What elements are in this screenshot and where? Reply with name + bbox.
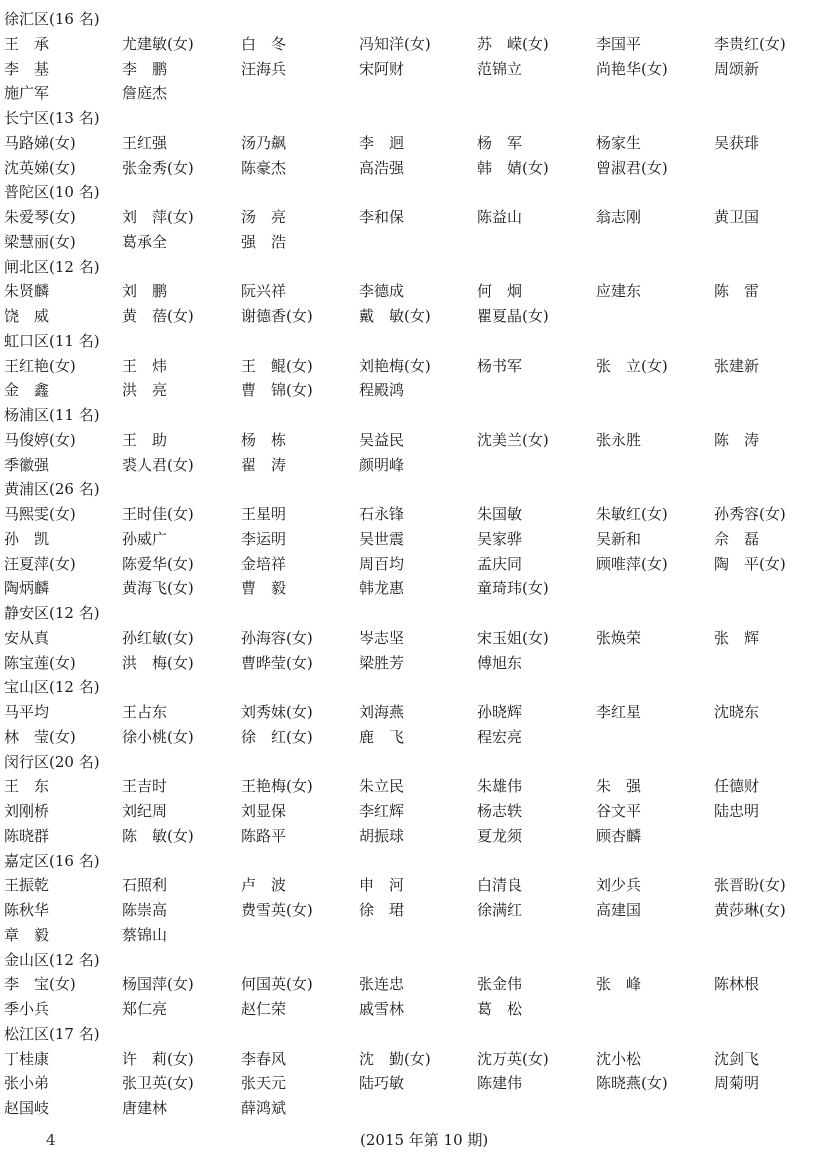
person-name: 朱立民 — [359, 777, 405, 796]
person-name: 尤建敏(女) — [122, 34, 194, 53]
person-name: 金 鑫 — [4, 381, 50, 400]
name-row — [0, 700, 827, 724]
person-name: 顾杏麟 — [596, 826, 642, 845]
person-name: 韩龙惠 — [359, 579, 405, 598]
person-name: 刘 鹏 — [122, 282, 168, 301]
issue-label: (2015 年第 10 期) — [360, 1131, 489, 1149]
name-row — [0, 428, 827, 452]
name-row — [0, 502, 827, 526]
person-name: 李 迥 — [359, 133, 405, 152]
person-name: 马俊婷(女) — [4, 430, 76, 449]
person-name: 陈宝莲(女) — [4, 653, 76, 672]
person-name: 周颂新 — [714, 59, 760, 78]
name-row — [0, 1047, 827, 1071]
person-name: 蔡锦山 — [122, 925, 168, 944]
person-name: 洪 梅(女) — [122, 653, 194, 672]
person-name: 刘秀妹(女) — [241, 703, 313, 721]
name-row — [0, 1096, 827, 1120]
person-name: 陈崇高 — [122, 901, 168, 919]
person-name: 冯知洋(女) — [359, 34, 431, 53]
person-name: 沈 勤(女) — [359, 1049, 431, 1068]
person-name: 曾淑君(女) — [596, 158, 668, 177]
person-name: 薛鸿斌 — [241, 1099, 287, 1117]
person-name: 李运明 — [241, 529, 287, 548]
person-name: 沈英娣(女) — [4, 158, 76, 177]
district-heading: 长宁区(13 名) — [4, 109, 100, 127]
person-name: 张卫英(女) — [122, 1074, 194, 1093]
person-name: 申 河 — [359, 876, 405, 895]
name-row — [0, 354, 827, 378]
person-name: 张晋盼(女) — [714, 876, 786, 895]
person-name: 陈益山 — [477, 208, 523, 226]
person-name: 黄莎琳(女) — [714, 901, 786, 919]
person-name: 李 基 — [4, 59, 50, 78]
person-name: 戚雪林 — [359, 1000, 405, 1018]
person-name: 唐建林 — [122, 1099, 168, 1117]
person-name: 黄 蓓(女) — [122, 307, 194, 325]
person-name: 马平均 — [4, 703, 50, 721]
person-name: 王振乾 — [4, 876, 50, 895]
person-name: 詹庭杰 — [122, 84, 168, 103]
person-name: 朱 强 — [596, 777, 642, 796]
person-name: 范锦立 — [477, 59, 523, 78]
name-row — [0, 651, 827, 675]
person-name: 翟 涛 — [241, 455, 287, 474]
person-name: 李红星 — [596, 703, 642, 721]
person-name: 沈小松 — [596, 1049, 642, 1068]
district-heading: 宝山区(12 名) — [4, 678, 100, 697]
person-name: 孙秀容(女) — [714, 505, 786, 523]
name-row — [0, 997, 827, 1021]
person-name: 陶 平(女) — [714, 554, 786, 573]
person-name: 陈豪杰 — [241, 158, 287, 177]
name-row — [0, 205, 827, 229]
name-row — [0, 824, 827, 848]
person-name: 汤 亮 — [241, 208, 287, 226]
person-name: 曹 锦(女) — [241, 381, 313, 400]
person-name: 鹿 飞 — [359, 727, 405, 746]
name-row — [0, 230, 827, 254]
person-name: 陆忠明 — [714, 802, 760, 820]
person-name: 白清良 — [477, 876, 523, 895]
person-name: 吴新和 — [596, 529, 642, 548]
person-name: 陈 雷 — [714, 282, 760, 301]
person-name: 张建新 — [714, 356, 760, 375]
person-name: 朱爱琴(女) — [4, 208, 76, 226]
name-row — [0, 156, 827, 180]
person-name: 谢德香(女) — [241, 307, 313, 325]
person-name: 葛 松 — [477, 1000, 523, 1018]
person-name: 王星明 — [241, 505, 287, 523]
person-name: 傅旭东 — [477, 653, 523, 672]
person-name: 朱敏红(女) — [596, 505, 668, 523]
person-name: 费雪英(女) — [241, 901, 313, 919]
person-name: 陈 敏(女) — [122, 826, 194, 845]
person-name: 阮兴祥 — [241, 282, 287, 301]
person-name: 林 莹(女) — [4, 727, 76, 746]
person-name: 沈剑飞 — [714, 1049, 760, 1068]
person-name: 丁桂康 — [4, 1049, 50, 1068]
person-name: 张焕荣 — [596, 628, 642, 647]
name-row — [0, 1071, 827, 1095]
name-row — [0, 873, 827, 897]
person-name: 韩 婧(女) — [477, 158, 549, 177]
person-name: 马熙雯(女) — [4, 505, 76, 523]
person-name: 朱贤麟 — [4, 282, 50, 301]
person-name: 徐小桃(女) — [122, 727, 194, 746]
name-row — [0, 972, 827, 996]
page-footer — [0, 1128, 827, 1152]
person-name: 吴获琲 — [714, 133, 760, 152]
person-name: 何 炯 — [477, 282, 523, 301]
person-name: 张小弟 — [4, 1074, 50, 1093]
person-name: 张永胜 — [596, 430, 642, 449]
person-name: 程殿鸿 — [359, 381, 405, 400]
person-name: 宋阿财 — [359, 59, 405, 78]
person-name: 张 峰 — [596, 975, 642, 994]
district-heading: 普陀区(10 名) — [4, 183, 100, 202]
name-row — [0, 552, 827, 576]
person-name: 陈建伟 — [477, 1074, 523, 1093]
person-name: 孙晓辉 — [477, 703, 523, 721]
person-name: 王 承 — [4, 34, 50, 53]
person-name: 王艳梅(女) — [241, 777, 313, 796]
district-heading: 闵行区(20 名) — [4, 752, 100, 771]
district-heading: 虹口区(11 名) — [4, 331, 100, 350]
person-name: 李国平 — [596, 34, 642, 53]
person-name: 张 辉 — [714, 628, 760, 647]
name-row — [0, 799, 827, 823]
name-row — [0, 774, 827, 798]
person-name: 裘人君(女) — [122, 455, 194, 474]
person-name: 汪夏萍(女) — [4, 554, 76, 573]
person-name: 王占东 — [122, 703, 168, 721]
person-name: 吴世震 — [359, 529, 405, 548]
person-name: 岑志坚 — [359, 628, 405, 647]
name-row — [0, 81, 827, 105]
person-name: 朱国敏 — [477, 505, 523, 523]
person-name: 杨 军 — [477, 133, 523, 152]
person-name: 赵国岐 — [4, 1099, 50, 1117]
person-name: 曹晔莹(女) — [241, 653, 313, 672]
person-name: 刘 萍(女) — [122, 208, 194, 226]
person-name: 许 莉(女) — [122, 1049, 194, 1068]
name-row — [0, 898, 827, 922]
person-name: 刘刚桥 — [4, 802, 50, 820]
person-name: 夏龙须 — [477, 826, 523, 845]
person-name: 陈晓燕(女) — [596, 1074, 668, 1093]
person-name: 宋玉姐(女) — [477, 628, 549, 647]
person-name: 李和保 — [359, 208, 405, 226]
person-name: 刘纪周 — [122, 802, 168, 820]
person-name: 朱雄伟 — [477, 777, 523, 796]
person-name: 赵仁荣 — [241, 1000, 287, 1018]
name-row — [0, 725, 827, 749]
person-name: 梁胜芳 — [359, 653, 405, 672]
person-name: 翁志刚 — [596, 208, 642, 226]
person-name: 金培祥 — [241, 554, 287, 573]
person-name: 王 东 — [4, 777, 50, 796]
person-name: 李 鹏 — [122, 59, 168, 78]
district-heading: 静安区(12 名) — [4, 604, 100, 622]
person-name: 李贵红(女) — [714, 34, 786, 53]
person-name: 李德成 — [359, 282, 405, 301]
name-row — [0, 304, 827, 328]
person-name: 孟庆同 — [477, 554, 523, 573]
person-name: 李 宝(女) — [4, 975, 76, 994]
person-name: 任德财 — [714, 777, 760, 796]
person-name: 马路娣(女) — [4, 133, 76, 152]
name-row — [0, 279, 827, 303]
person-name: 顾唯萍(女) — [596, 554, 668, 573]
person-name: 高建国 — [596, 901, 642, 919]
person-name: 王吉时 — [122, 777, 168, 796]
person-name: 孙海容(女) — [241, 628, 313, 647]
person-name: 李红辉 — [359, 802, 405, 820]
person-name: 程宏亮 — [477, 727, 523, 746]
district-heading: 杨浦区(11 名) — [4, 406, 100, 424]
person-name: 王 鲲(女) — [241, 356, 313, 375]
person-name: 张金伟 — [477, 975, 523, 994]
person-name: 徐 珺 — [359, 901, 405, 919]
person-name: 汤乃飙 — [241, 133, 287, 152]
person-name: 刘显保 — [241, 802, 287, 820]
person-name: 安从真 — [4, 628, 50, 647]
person-name: 徐满红 — [477, 901, 523, 919]
person-name: 杨书军 — [477, 356, 523, 375]
name-row — [0, 57, 827, 81]
person-name: 吴家骅 — [477, 529, 523, 548]
person-name: 陈 涛 — [714, 430, 760, 449]
person-name: 瞿夏晶(女) — [477, 307, 549, 325]
person-name: 刘艳梅(女) — [359, 356, 431, 375]
district-heading: 徐汇区(16 名) — [4, 10, 100, 28]
person-name: 王时佳(女) — [122, 505, 194, 523]
person-name: 杨国萍(女) — [122, 975, 194, 994]
person-name: 吴益民 — [359, 430, 405, 449]
person-name: 高浩强 — [359, 158, 405, 177]
person-name: 王红强 — [122, 133, 168, 152]
district-heading: 金山区(12 名) — [4, 950, 100, 969]
person-name: 施广军 — [4, 84, 50, 103]
person-name: 曹 毅 — [241, 579, 287, 598]
person-name: 苏 嵘(女) — [477, 34, 549, 53]
person-name: 周百均 — [359, 554, 405, 573]
person-name: 汪海兵 — [241, 59, 287, 78]
person-name: 陈晓群 — [4, 826, 50, 845]
person-name: 沈美兰(女) — [477, 430, 549, 449]
person-name: 胡振球 — [359, 826, 405, 845]
person-name: 刘海燕 — [359, 703, 405, 721]
person-name: 徐 红(女) — [241, 727, 313, 746]
person-name: 戴 敏(女) — [359, 307, 431, 325]
person-name: 陶炳麟 — [4, 579, 50, 598]
person-name: 季小兵 — [4, 1000, 50, 1018]
district-heading: 松江区(17 名) — [4, 1024, 100, 1043]
person-name: 郑仁亮 — [122, 1000, 168, 1018]
person-name: 王 助 — [122, 430, 168, 449]
person-name: 梁慧丽(女) — [4, 232, 76, 251]
district-heading: 黄浦区(26 名) — [4, 480, 100, 499]
person-name: 尚艳华(女) — [596, 59, 668, 78]
person-name: 颜明峰 — [359, 455, 405, 474]
person-name: 黄卫国 — [714, 208, 760, 226]
district-heading: 嘉定区(16 名) — [4, 851, 100, 870]
person-name: 强 浩 — [241, 232, 287, 251]
person-name: 石永锋 — [359, 505, 405, 523]
person-name: 洪 亮 — [122, 381, 168, 400]
person-name: 周菊明 — [714, 1074, 760, 1093]
person-name: 陈路平 — [241, 826, 287, 845]
person-name: 杨志轶 — [477, 802, 523, 820]
person-name: 白 冬 — [241, 34, 287, 53]
person-name: 佘 磊 — [714, 529, 760, 548]
name-row — [0, 576, 827, 600]
person-name: 黄海飞(女) — [122, 579, 194, 598]
person-name: 杨家生 — [596, 133, 642, 152]
person-name: 饶 威 — [4, 307, 50, 325]
person-name: 石照利 — [122, 876, 168, 895]
person-name: 应建东 — [596, 282, 642, 301]
name-row — [0, 923, 827, 947]
district-heading: 闸北区(12 名) — [4, 257, 100, 276]
name-row — [0, 131, 827, 155]
name-row — [0, 32, 827, 56]
person-name: 陈秋华 — [4, 901, 50, 919]
person-name: 何国英(女) — [241, 975, 313, 994]
person-name: 卢 波 — [241, 876, 287, 895]
person-name: 张连忠 — [359, 975, 405, 994]
page-number: 4 — [46, 1131, 56, 1149]
name-row — [0, 626, 827, 650]
name-row — [0, 453, 827, 477]
person-name: 孙 凯 — [4, 529, 50, 548]
person-name: 葛承全 — [122, 232, 168, 251]
person-name: 李春风 — [241, 1049, 287, 1068]
person-name: 沈晓东 — [714, 703, 760, 721]
name-row — [0, 527, 827, 551]
person-name: 章 毅 — [4, 925, 50, 944]
person-name: 张 立(女) — [596, 356, 668, 375]
person-name: 陈林根 — [714, 975, 760, 994]
person-name: 张天元 — [241, 1074, 287, 1093]
person-name: 陆巧敏 — [359, 1074, 405, 1093]
person-name: 张金秀(女) — [122, 158, 194, 177]
person-name: 刘少兵 — [596, 876, 642, 895]
person-name: 孙威广 — [122, 529, 168, 548]
person-name: 孙红敏(女) — [122, 628, 194, 647]
person-name: 沈万英(女) — [477, 1049, 549, 1068]
person-name: 杨 栋 — [241, 430, 287, 449]
person-name: 陈爱华(女) — [122, 554, 194, 573]
person-name: 王红艳(女) — [4, 356, 76, 375]
name-row — [0, 378, 827, 402]
person-name: 谷文平 — [596, 802, 642, 820]
person-name: 王 炜 — [122, 356, 168, 375]
person-name: 季徽强 — [4, 455, 50, 474]
person-name: 童琦玮(女) — [477, 579, 549, 598]
